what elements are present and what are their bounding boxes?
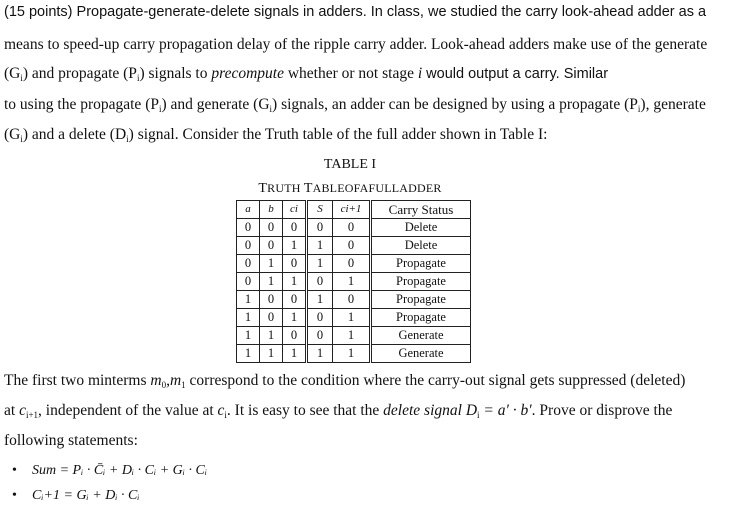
statement-carry: • Cᵢ+1 = Gᵢ + Dᵢ · Cᵢ xyxy=(0,485,207,510)
table-cell: 0 xyxy=(307,273,333,291)
table-cell: 0 xyxy=(237,273,260,291)
table-cell: 0 xyxy=(260,291,283,309)
body-line-1: The first two minterms $m_0,m_1$ correspond to the condition where the carry-out signal gets suppressed (deleted) xyxy=(4,372,686,390)
table-cell: 1 xyxy=(237,291,260,309)
table-cell: 0 xyxy=(333,291,371,309)
carry-status-cell: Propagate xyxy=(371,273,471,291)
intro-line-2: means to speed-up carry propagation delay of the ripple carry adder. Look-ahead adders make use of the generate xyxy=(4,36,708,53)
body-line-3: following statements: xyxy=(4,432,138,449)
table-cell: 1 xyxy=(307,255,333,273)
table-row xyxy=(237,237,471,255)
table-cell: 1 xyxy=(237,327,260,345)
intro-line-5: $(G_i)$ and a delete $(D_i)$ signal. Consider the Truth table of the full adder shown in Table I: xyxy=(4,126,548,144)
table-cell: 0 xyxy=(260,309,283,327)
table-cell: 1 xyxy=(237,345,260,363)
table-row xyxy=(237,291,471,309)
bullet-icon: • xyxy=(12,463,17,478)
table-cell: 0 xyxy=(237,237,260,255)
table-cell: 1 xyxy=(333,345,371,363)
table-row xyxy=(237,219,471,237)
table-cell: 1 xyxy=(283,309,307,327)
table-cell: 0 xyxy=(333,255,371,273)
intro-line-1: (15 points) Propagate-generate-delete signals in adders. In class, we studied the carry look-ahead adder as a xyxy=(4,4,707,20)
statement-sum: • Sum = Pᵢ · C̄ᵢ + Dᵢ · Cᵢ + Gᵢ · Cᵢ xyxy=(0,460,207,485)
table-row xyxy=(237,273,471,291)
table-cell: 1 xyxy=(260,327,283,345)
table-cell: 0 xyxy=(237,219,260,237)
intro-line-4: to using the propagate $(P_i)$ and generate $(G_i)$ signals, an adder can be designed by using a propagate $(P_i)$, generate xyxy=(4,96,706,114)
header-carry-status: Carry Status xyxy=(371,201,471,219)
table-row xyxy=(237,327,471,345)
header-b: b xyxy=(260,201,283,219)
table-cell: 0 xyxy=(307,309,333,327)
table-cell: 1 xyxy=(333,327,371,345)
table-cell: 1 xyxy=(283,345,307,363)
table-cell: 0 xyxy=(260,237,283,255)
table-cell: 0 xyxy=(333,219,371,237)
table-caption: TRUTH TABLEOFAFULLADDER xyxy=(258,181,442,196)
table-cell: 1 xyxy=(283,237,307,255)
table-cell: 1 xyxy=(237,309,260,327)
table-cell: 0 xyxy=(283,255,307,273)
header-ci: ci xyxy=(283,201,307,219)
table-cell: 1 xyxy=(307,237,333,255)
bullet-icon: • xyxy=(12,488,17,503)
carry-status-cell: Delete xyxy=(371,237,471,255)
table-cell: 0 xyxy=(307,219,333,237)
carry-status-cell: Propagate xyxy=(371,309,471,327)
table-title: TABLE I xyxy=(323,157,377,172)
table-cell: 1 xyxy=(283,273,307,291)
table-row xyxy=(237,345,471,363)
truth-table xyxy=(236,200,471,363)
carry-status-cell: Generate xyxy=(371,345,471,363)
table-cell: 1 xyxy=(260,255,283,273)
carry-status-cell: Delete xyxy=(371,219,471,237)
carry-status-cell: Generate xyxy=(371,327,471,345)
intro-line-3: $(G_i)$ and propagate $(P_i)$ signals to precompute whether or not stage i would output a carry. Similar xyxy=(4,65,609,83)
table-cell: 1 xyxy=(260,345,283,363)
table-cell: 1 xyxy=(333,273,371,291)
carry-status-cell: Propagate xyxy=(371,291,471,309)
table-cell: 0 xyxy=(283,327,307,345)
table-header-row xyxy=(237,201,471,219)
table-cell: 1 xyxy=(260,273,283,291)
header-ci1: ci+1 xyxy=(333,201,371,219)
table-row xyxy=(237,309,471,327)
header-a: a xyxy=(237,201,260,219)
statement-list xyxy=(0,460,207,510)
table-cell: 1 xyxy=(333,309,371,327)
body-line-2: at $c_{i+1}$, independent of the value at $c_i$. It is easy to see that the delete signal $D_i = a' \cdot b'$. Prove or disprove the xyxy=(4,402,673,420)
header-s: S xyxy=(307,201,333,219)
table-cell: 1 xyxy=(307,345,333,363)
table-cell: 0 xyxy=(333,237,371,255)
table-row xyxy=(237,255,471,273)
table-cell: 0 xyxy=(237,255,260,273)
table-cell: 0 xyxy=(307,327,333,345)
table-cell: 0 xyxy=(260,219,283,237)
table-cell: 0 xyxy=(283,219,307,237)
table-cell: 1 xyxy=(307,291,333,309)
carry-status-cell: Propagate xyxy=(371,255,471,273)
table-cell: 0 xyxy=(283,291,307,309)
